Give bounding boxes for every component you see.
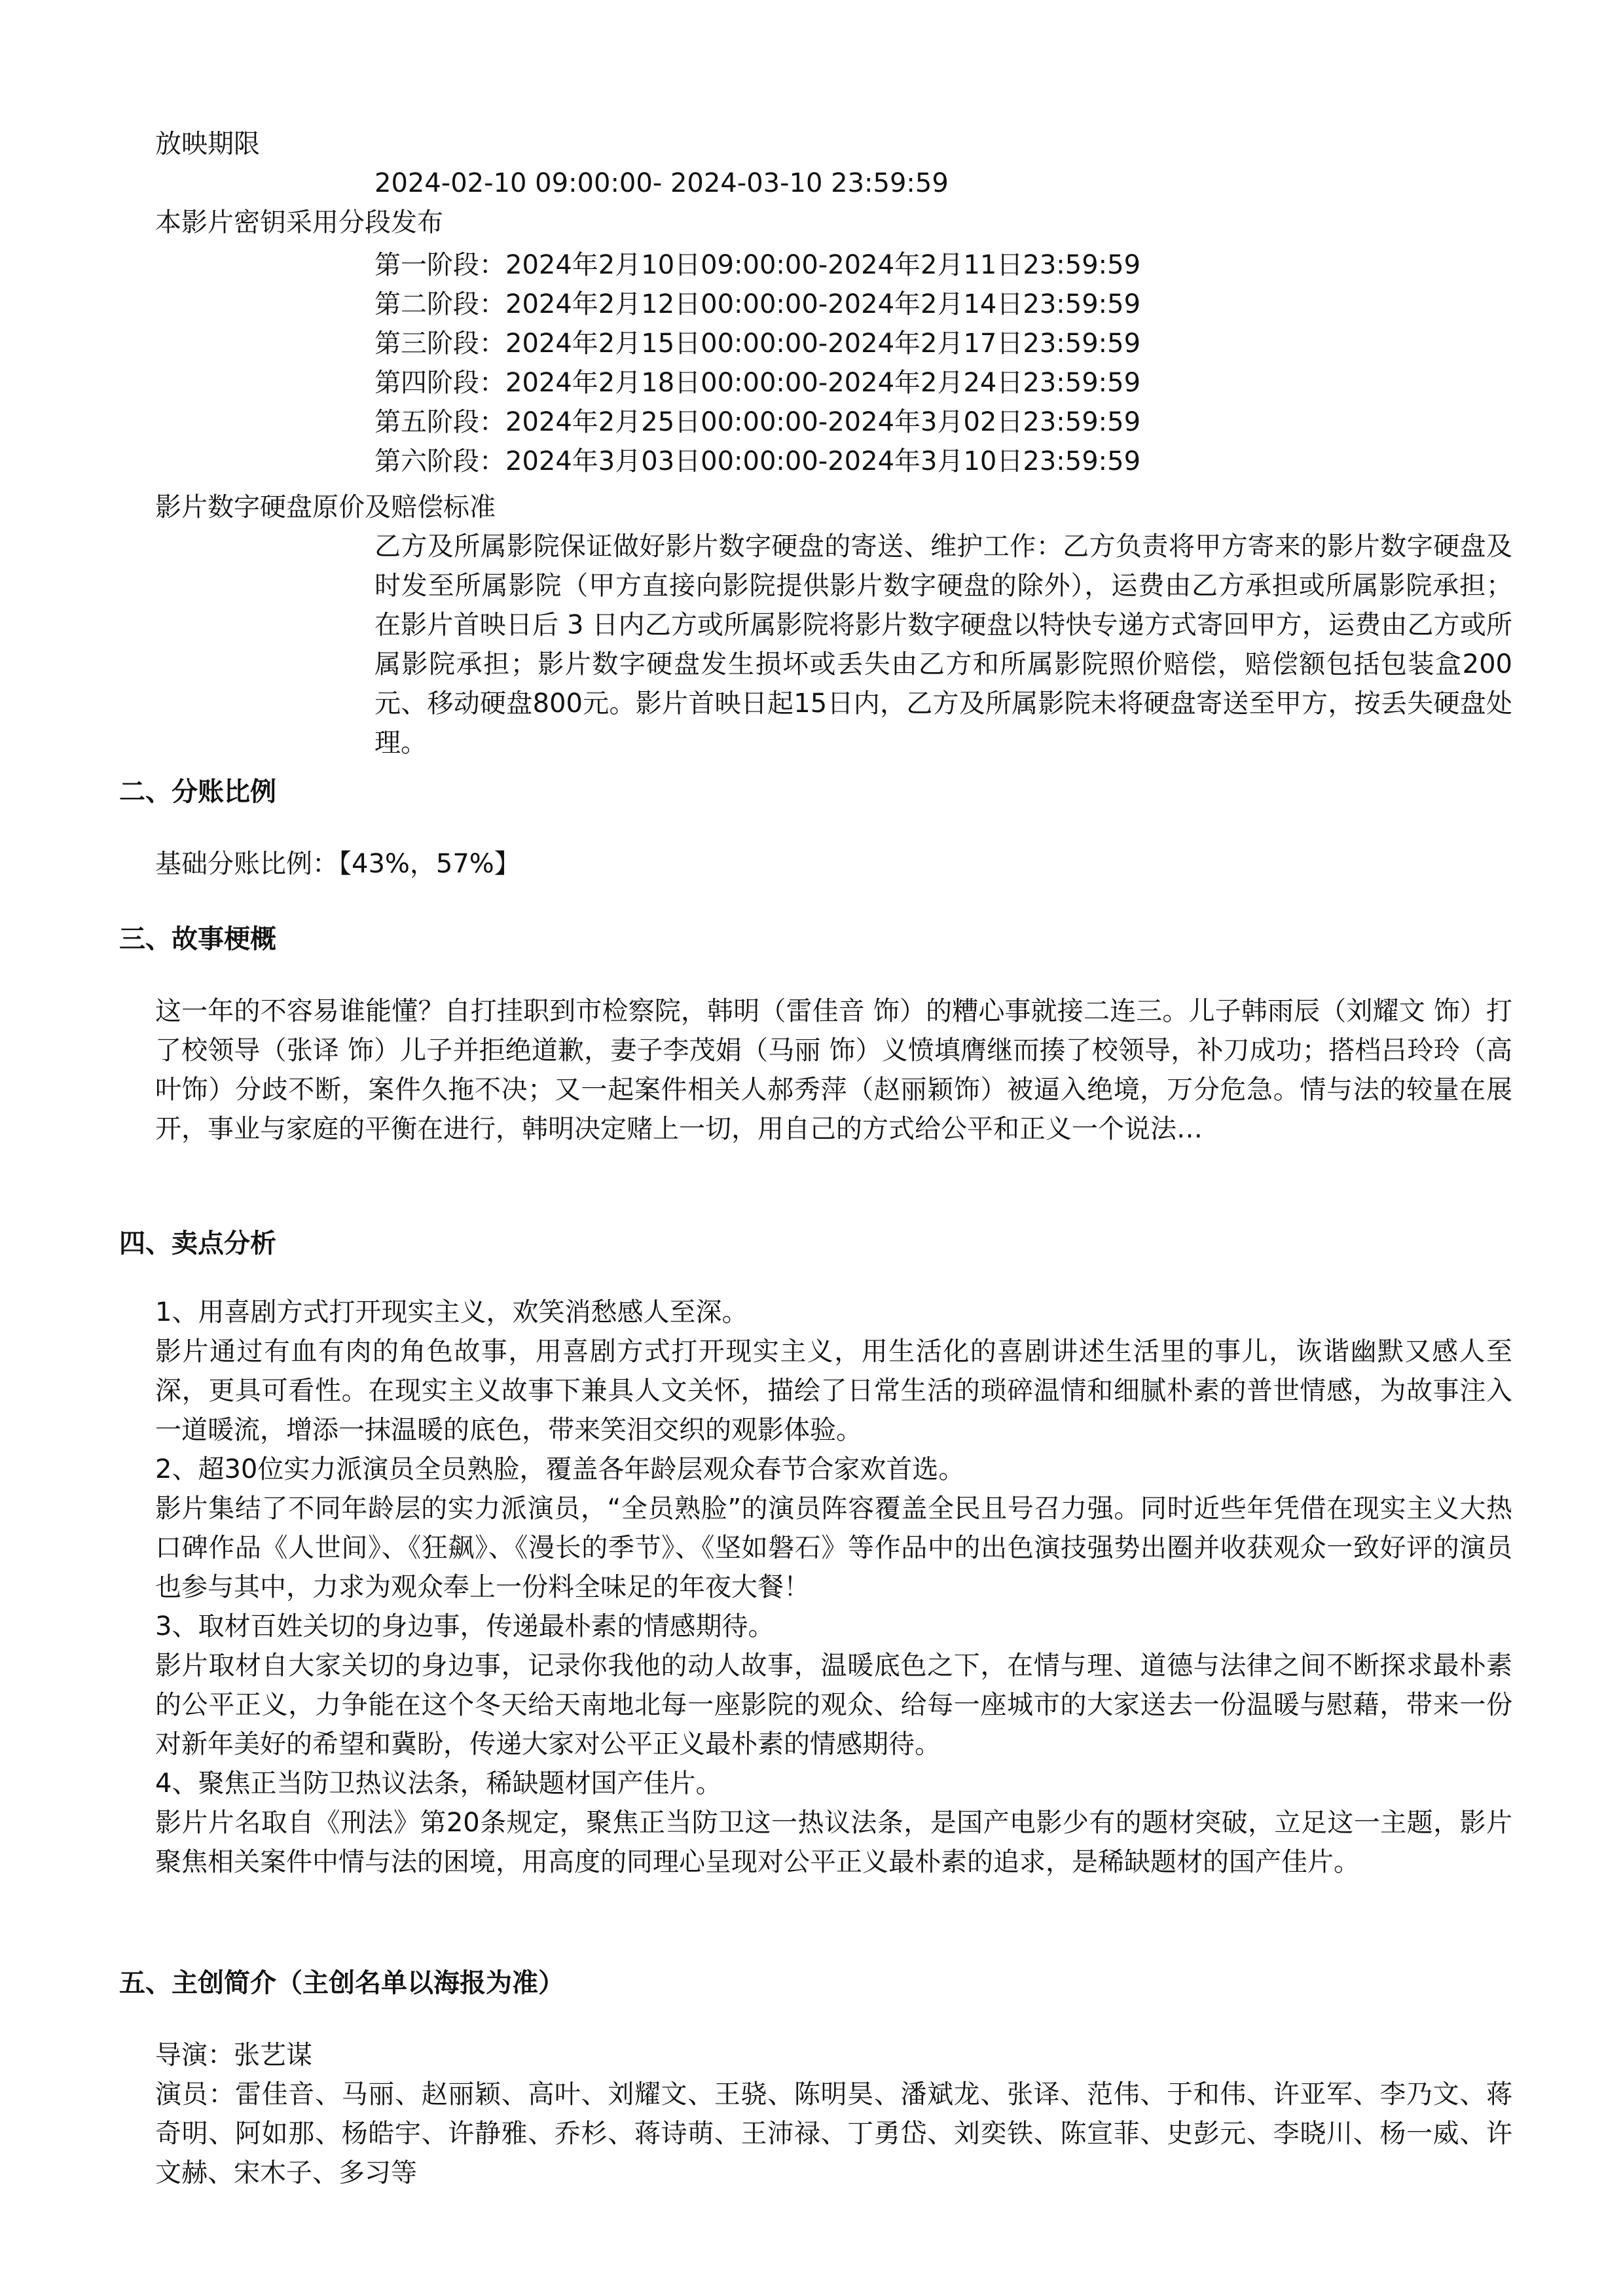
key-stage: 第六阶段：2024年3月03日00:00:00-2024年3月10日23:59:59 (374, 446, 1141, 476)
key-release-heading: 本影片密钥采用分段发布 (155, 207, 443, 238)
disk-heading: 影片数字硬盘原价及赔偿标准 (155, 492, 496, 522)
selling-point-title: 2、超30位实力派演员全员熟脸，覆盖各年龄层观众春节合家欢首选。 (155, 1454, 965, 1484)
revenue-share-text: 基础分账比例：【43%，57%】 (155, 849, 520, 879)
cast-paragraph: 演员：雷佳音、马丽、赵丽颖、高叶、刘耀文、王骁、陈明昊、潘斌龙、张译、范伟、于和伟、许亚军、李乃文、蒋奇明、阿如那、杨皓宇、许静雅、乔杉、蒋诗萌、王沛禄、丁勇岱、刘奕铁、陈宣菲、史彭元、李晓川、杨一威、许文赫、宋木子、多习等 (155, 2079, 1512, 2188)
key-stage: 第一阶段：2024年2月10日09:00:00-2024年2月11日23:59:59 (374, 250, 1141, 280)
section-heading: 四、卖点分析 (119, 1229, 276, 1259)
director-line: 导演：张艺谋 (155, 2040, 312, 2070)
selling-point-title: 1、用喜剧方式打开现实主义，欢笑消愁感人至深。 (155, 1297, 748, 1327)
selling-point-text: 影片通过有血有肉的角色故事，用喜剧方式打开现实主义，用生活化的喜剧讲述生活里的事儿，诙谐幽默又感人至深，更具可看性。在现实主义故事下兼具人文关怀，描绘了日常生活的琐碎温情和细腻朴素的普世情感，为故事注入一道暖流，增添一抹温暖的底色，带来笑泪交织的观影体验。 (155, 1336, 1512, 1445)
selling-point-text: 影片取材自大家关切的身边事，记录你我他的动人故事，温暖底色之下，在情与理、道德与法律之间不断探求最朴素的公平正义，力争能在这个冬天给天南地北每一座影院的观众、给每一座城市的大家送去一份温暖与慰藉，带来一份对新年美好的希望和冀盼，传递大家对公平正义最朴素的情感期待。 (155, 1651, 1512, 1759)
key-stage: 第二阶段：2024年2月12日00:00:00-2024年2月14日23:59:59 (374, 289, 1141, 319)
selling-point-title: 3、取材百姓关切的身边事，传递最朴素的情感期待。 (155, 1611, 775, 1641)
key-stage: 第四阶段：2024年2月18日00:00:00-2024年2月24日23:59:59 (374, 368, 1141, 398)
screening-period-value: 2024-02-10 09:00:00- 2024-03-10 23:59:59 (374, 168, 949, 198)
selling-point-text: 影片集结了不同年龄层的实力派演员，“全员熟脸”的演员阵容覆盖全民且号召力强。同时近些年凭借在现实主义大热口碑作品《人世间》、《狂飙》、《漫长的季节》、《坚如磐石》等作品中的出色演技强势出圈并收获观众一致好评的演员也参与其中，力求为观众奉上一份料全味足的年夜大餐！ (155, 1494, 1512, 1602)
synopsis-paragraph: 这一年的不容易谁能懂？自打挂职到市检察院，韩明（雷佳音 饰）的糟心事就接二连三。儿子韩雨辰（刘耀文 饰）打了校领导（张译 饰）儿子并拒绝道歉，妻子李茂娟（马丽 饰）义愤填膺继而揍了校领导，补刀成功；搭档吕玲玲（高叶饰）分歧不断，案件久拖不决；又一起案件相关人郝秀萍（赵丽颖饰）被逼入绝境，万分危急。情与法的较量在展开，事业与家庭的平衡在进行，韩明决定赌上一切，用自己的方式给公平和正义一个说法… (155, 996, 1512, 1144)
section-heading: 二、分账比例 (119, 777, 276, 807)
key-stage: 第三阶段：2024年2月15日00:00:00-2024年2月17日23:59:59 (374, 329, 1141, 359)
disk-paragraph: 乙方及所属影院保证做好影片数字硬盘的寄送、维护工作：乙方负责将甲方寄来的影片数字硬盘及时发至所属影院（甲方直接向影院提供影片数字硬盘的除外），运费由乙方承担或所属影院承担；在影片首映日后 3 日内乙方或所属影院将影片数字硬盘以特快专递方式寄回甲方，运费由乙方或所属影院承担；影片数字硬盘发生损坏或丢失由乙方和所属影院照价赔偿，赔偿额包括包装盒200元、移动硬盘800元。影片首映日起15日内，乙方及所属影院未将硬盘寄送至甲方，按丢失硬盘处理。 (374, 531, 1512, 758)
section-heading: 五、主创简介（主创名单以海报为准） (119, 1968, 564, 1998)
selling-point-text: 影片片名取自《刑法》第20条规定，聚焦正当防卫这一热议法条，是国产电影少有的题材突破，立足这一主题，影片聚焦相关案件中情与法的困境，用高度的同理心呈现对公平正义最朴素的追求，是稀缺题材的国产佳片。 (155, 1808, 1512, 1877)
screening-period-heading: 放映期限 (155, 129, 260, 159)
selling-point-title: 4、聚焦正当防卫热议法条，稀缺题材国产佳片。 (155, 1768, 722, 1799)
section-heading: 三、故事梗概 (119, 924, 276, 954)
key-stage: 第五阶段：2024年2月25日00:00:00-2024年3月02日23:59:59 (374, 407, 1141, 437)
